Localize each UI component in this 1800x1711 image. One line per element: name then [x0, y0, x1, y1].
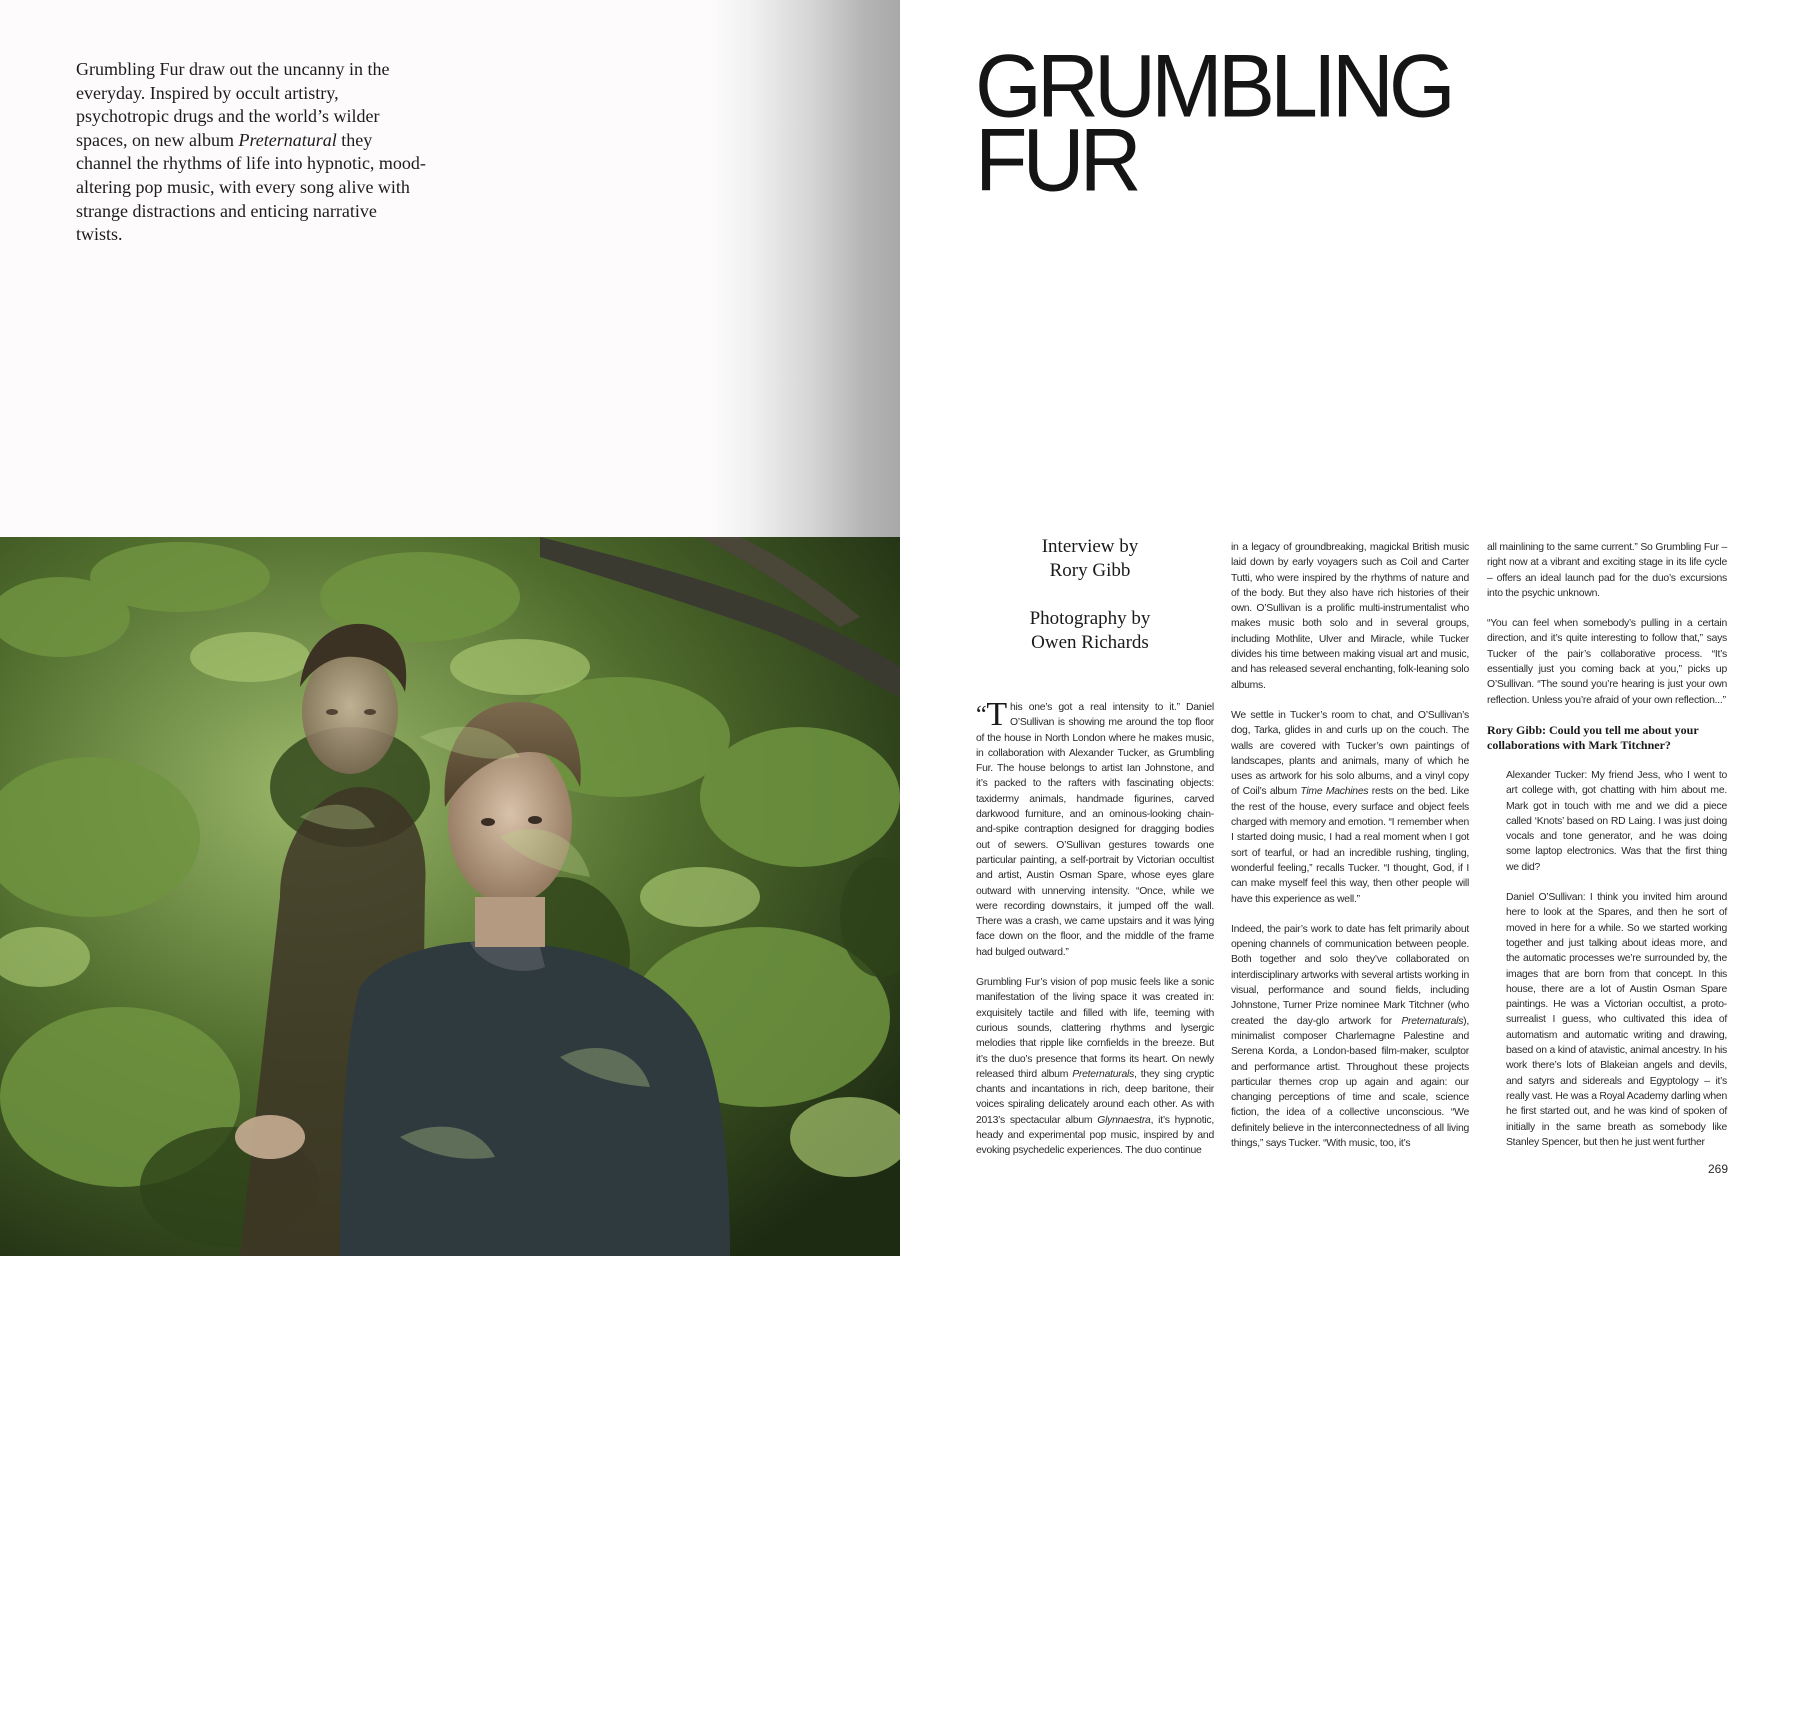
credits	[990, 535, 1190, 679]
photographer-name: Owen Richards	[1031, 632, 1149, 653]
paragraph-text: Indeed, the pair’s work to date has felt primarily about opening channels of communication between people. Both together and solo they’ve collaborated on interdisciplinary artworks with several artists working in visual, performance and sound fields, including Johnstone, Turner Prize nominee Mark Titchner (who created the day-glo artwork for	[1231, 923, 1469, 1027]
album-title: Time Machines	[1300, 786, 1369, 798]
interview-answer: Alexander Tucker: My friend Jess, who I went to art college with, got chatting with him about me. Mark got in touch with me and we did a piece called ‘Knots’ based on RD Laing. I was just doing vocals and tone generator, and he was doing some laptop electronics. Was that the first thing we did?	[1506, 769, 1727, 873]
paragraph: “You can feel when somebody’s pulling in a certain direction, and it’s quite interesting to follow that,” says Tucker of the pair’s collaborative process. “It’s essentially just you coming back at you,” picks up O’Sullivan. “The sound you’re hearing is just your own reflection. Unless you’re afraid of your own reflection...”	[1487, 618, 1727, 706]
paragraph-text: rests on the bed. Like the rest of the house, every surface and object feels charged with memory and emotion. “I remember when I started doing music, I had a real moment when I got sort of tearful, or had an incredible rushing, tingling, wonderful feeling,” recalls Tucker. “I thought, God, if I can make myself feel this way, then other people will have this experience as well.”	[1231, 786, 1469, 905]
forest-portrait-image	[0, 537, 900, 1256]
interview-question: Rory Gibb: Could you tell me about your collaborations with Mark Titchner?	[1487, 722, 1699, 752]
paragraph-text: , they sing cryptic chants and incantations in rich, deep baritone, their voices spiraling delicately around each other. As with 2013’s spectacular album	[976, 1068, 1214, 1126]
paragraph-text: ), minimalist composer Charlemagne Palestine and Serena Korda, a London-based film-maker, sculptor and performance artist. Throughout these projects particular themes crop up again and again: our changing perceptions of time and scale, science fiction, the idea of a collective unconscious. “We definitely believe in the interconnectedness of all living things,” says Tucker. “With music, too, it’s	[1231, 1015, 1469, 1149]
interview-answer: Daniel O’Sullivan: I think you invited him around here to look at the Spares, and then he sort of moved in here for a while. So we started working together and just talking about ideas more, and the automatic processes we’re surrounded by, the images that are born from that concept. In this house, there are a lot of Austin Osman Spare paintings. He was a Victorian occultist, a proto-surrealist I guess, who cultivated this idea of automatism and automatic writing and drawing, based on a kind of atavistic, animal ancestry. In his work there’s lots of Blakeian angels and devils, and satyrs and sidereals and Egyptology – it’s really vast. He was a Royal Academy darling when he first started out, and he was kind of spoken of initially in the same breath as somebody like Stanley Spencer, but then he just went further	[1506, 892, 1727, 1148]
album-title: Preternaturals	[1072, 1068, 1135, 1080]
page-number-right: 269	[1708, 1162, 1729, 1176]
quote-mark: “	[976, 702, 987, 728]
title-line-2: FUR	[975, 110, 1137, 211]
album-title: Preternaturals	[1401, 1015, 1464, 1027]
intro-text-2: they channel the rhythms of life into hypnotic, mood-altering pop music, with every song alive with strange distractions and enticing narrative twists.	[76, 129, 426, 245]
article-column-2	[1231, 540, 1469, 1166]
paragraph-text: , it’s hypnotic, heady and experimental pop music, inspired by and evoking psychedelic experiences. The duo continue	[976, 1114, 1214, 1157]
opening-paragraph	[976, 696, 1214, 960]
photography-label: Photography by	[1029, 608, 1151, 629]
interview-label: Interview by	[1041, 536, 1139, 557]
drop-cap-letter: T	[986, 696, 1007, 733]
paragraph	[1231, 922, 1469, 1151]
photography-credit	[990, 607, 1190, 655]
paragraph	[1231, 708, 1469, 907]
intro-text-1: Grumbling Fur draw out the uncanny in the everyday. Inspired by occult artistry, psychotropic drugs and the world’s wilder spaces, on new album	[76, 59, 390, 150]
album-title: Glynnaestra	[1097, 1114, 1151, 1126]
drop-cap	[976, 696, 1007, 733]
paragraph-text: his one’s got a real intensity to it.” Daniel O’Sullivan is showing me around the top floor of the house in North London where he makes music, in collaboration with Alexander Tucker, as Grumbling Fur. The house belongs to artist Ian Johnstone, and it’s packed to the rafters with fascinating objects: taxidermy animals, handmade figurines, carved darkwood furniture, and an ominous-looking chain-and-spike contraption designed for dragging bodies out of sewers. O’Sullivan gestures towards one particular painting, a self-portrait by Victorian occultist and artist, Austin Osman Spare, whose eyes glare outward with unnerving intensity. “Once, while we were recording downstairs, it jumped off the wall. There was a crash, we came upstairs and it was lying face down on the floor, and the middle of the frame had bulged outward.”	[976, 702, 1214, 958]
paragraph-text: We settle in Tucker’s room to chat, and O’Sullivan’s dog, Tarka, glides in and curls up on the couch. The walls are covered with Tucker’s own paintings of landscapes, plants and animals, many of which he uses as artwork for his solo albums, and a vinyl copy of Coil’s album	[1231, 709, 1469, 798]
article-title	[975, 36, 1451, 211]
article-column-1	[976, 696, 1214, 1174]
paragraph: in a legacy of groundbreaking, magickal British music laid down by early voyagers such as Coil and Carter Tutti, who were inspired by the rhythms of nature and of the body. But they also have rich histories of their own. O’Sullivan is a prolific multi-instrumentalist who makes music both solo and in several groups, including Mothlite, Ulver and Miracle, while Tucker divides his time between making visual art and music, and has released several enchanting, folk-leaning solo albums.	[1231, 542, 1469, 691]
page-number-left: 268	[74, 1697, 95, 1711]
title-line-1: GRUMBLING	[975, 36, 1451, 137]
band-photo	[0, 537, 900, 1711]
paragraph: all mainlining to the same current.” So Grumbling Fur – right now at a vibrant and exciting stage in its life cycle – offers an ideal launch pad for the duo’s excursions into the psychic unknown.	[1487, 542, 1727, 599]
interviewer-name: Rory Gibb	[1049, 560, 1131, 581]
paragraph	[976, 975, 1214, 1159]
intro-paragraph	[76, 58, 426, 247]
interview-credit	[990, 535, 1190, 583]
intro-album-title: Preternatural	[238, 129, 337, 150]
article-column-3	[1487, 540, 1727, 1165]
paragraph-text: Grumbling Fur’s vision of pop music feels like a sonic manifestation of the living space it was created in: exquisitely tactile and filled with life, teeming with curious sounds, clattering rhythms and lysergic melodies that ripple like cornfields in the breeze. But it’s the duo’s presence that forms its heart. On newly released third album	[976, 977, 1214, 1080]
